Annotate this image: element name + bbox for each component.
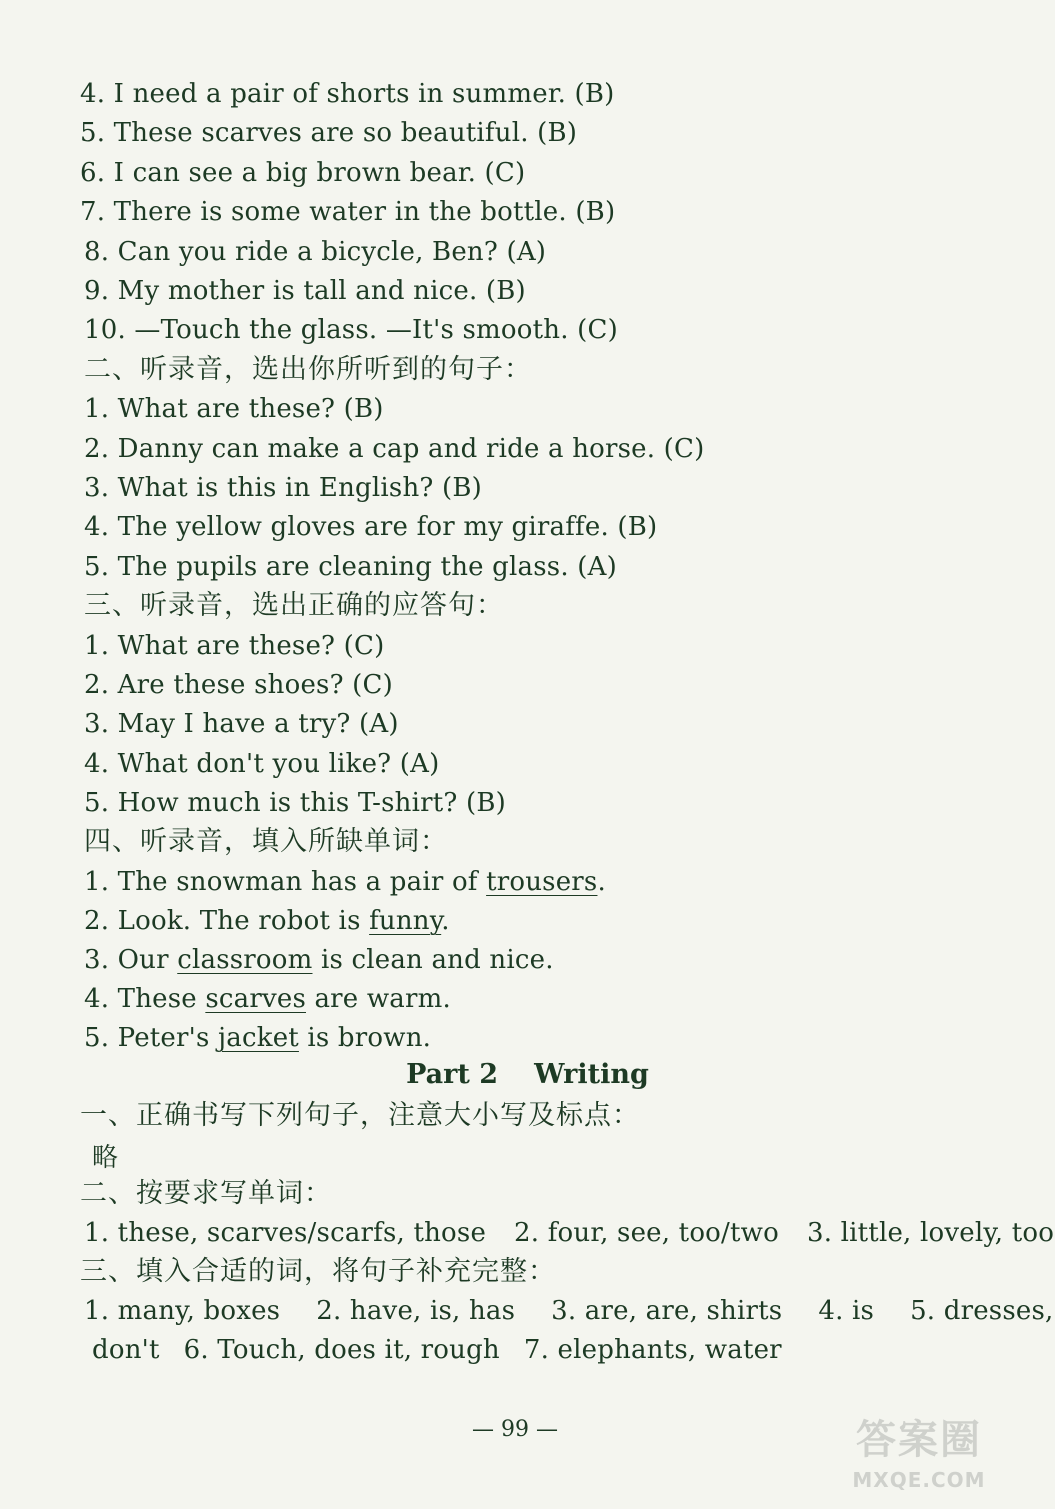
s4-item: [84, 1021, 970, 1055]
s4-item: [84, 865, 970, 899]
section3-heading: 三、听录音，选出正确的应答句：: [84, 590, 504, 621]
s1-item-4: 4. I need a pair of shorts in summer. (B): [80, 79, 615, 109]
s3-answer: 3. are, are, shirts: [551, 1296, 783, 1326]
s2-answer-2: 2. four, see, too/two: [514, 1218, 779, 1248]
section2-heading: 二、听录音，选出你所听到的句子：: [84, 354, 532, 385]
s3-answer: 2. have, is, has: [316, 1296, 516, 1326]
watermark-logo: [844, 1413, 994, 1503]
s3-answer: 1. many, boxes: [84, 1296, 281, 1326]
s4-answer: trousers: [486, 867, 598, 897]
s4-text: 5. Peter's: [84, 1023, 219, 1053]
s2-answer-3: 3. little, lovely, too: [806, 1218, 1055, 1248]
s4-answer: jacket: [218, 1023, 299, 1053]
s4-answer: classroom: [177, 945, 313, 975]
part2-title: [0, 1058, 1055, 1092]
s4-text: 3. Our: [84, 945, 178, 975]
part2-s2-heading: 二、按要求写单词：: [80, 1178, 332, 1209]
part2-s1-heading: 一、正确书写下列句子，注意大小写及标点：: [80, 1100, 640, 1131]
s3-item-5: 5. How much is this T-shirt? (B): [84, 788, 506, 818]
s4-item: [84, 982, 970, 1016]
s3-item-1: 1. What are these? (C): [84, 631, 385, 661]
s3-answer: 7. elephants, water: [523, 1335, 782, 1365]
part2-s1-answer: 略: [92, 1143, 119, 1173]
s1-item-5: 5. These scarves are so beautiful. (B): [80, 118, 578, 148]
section4-heading: 四、听录音，填入所缺单词：: [84, 826, 448, 857]
part2-s3-line1: [84, 1294, 1054, 1328]
s4-text: 1. The snowman has a pair of: [84, 867, 487, 897]
s2-item-4: 4. The yellow gloves are for my giraffe. (B): [84, 512, 658, 542]
s4-text: .: [597, 867, 606, 897]
s2-item-5: 5. The pupils are cleaning the glass. (A): [84, 552, 617, 582]
s4-text: is brown.: [298, 1023, 432, 1053]
s2-item-3: 3. What is this in English? (B): [84, 473, 483, 503]
s2-item-2: 2. Danny can make a cap and ride a horse. (C): [84, 434, 705, 464]
s4-item: [84, 904, 970, 938]
s3-answer: don't: [92, 1335, 160, 1365]
part2-name: Writing: [534, 1059, 649, 1090]
s4-text: are warm.: [306, 984, 451, 1014]
s4-item: [84, 943, 970, 977]
s4-answer: scarves: [205, 984, 306, 1014]
s3-answer: 6. Touch, does it, rough: [183, 1335, 500, 1365]
part2-s3-heading: 三、填入合适的词，将句子补充完整：: [80, 1256, 556, 1287]
s1-item-6: 6. I can see a big brown bear. (C): [80, 158, 526, 188]
s3-item-2: 2. Are these shoes? (C): [84, 670, 393, 700]
s1-item-9: 9. My mother is tall and nice. (B): [84, 276, 526, 306]
s1-item-7: 7. There is some water in the bottle. (B): [80, 197, 616, 227]
page-number: — 99 —: [472, 1417, 558, 1442]
s2-answer-1: 1. these, scarves/scarfs, those: [84, 1218, 487, 1248]
s4-text: 4. These: [84, 984, 206, 1014]
part2-label: Part 2: [406, 1059, 499, 1090]
s4-answer: funny: [369, 906, 442, 936]
s4-text: 2. Look. The robot is: [84, 906, 370, 936]
s4-text: .: [441, 906, 450, 936]
part2-s2-answer: [84, 1216, 1055, 1250]
s1-item-10: 10. —Touch the glass. —It's smooth. (C): [84, 315, 618, 345]
s3-item-4: 4. What don't you like? (A): [84, 749, 440, 779]
s3-answer: 5. dresses,: [910, 1296, 1054, 1326]
s2-item-1: 1. What are these? (B): [84, 394, 384, 424]
s4-text: is clean and nice.: [312, 945, 554, 975]
s1-item-8: 8. Can you ride a bicycle, Ben? (A): [84, 237, 547, 267]
s3-answer: 4. is: [818, 1296, 875, 1326]
watermark-top: 答案圈: [856, 1417, 982, 1463]
watermark-bottom: MXQE.COM: [852, 1468, 986, 1492]
s3-item-3: 3. May I have a try? (A): [84, 709, 399, 739]
part2-s3-line2: [92, 1333, 970, 1367]
